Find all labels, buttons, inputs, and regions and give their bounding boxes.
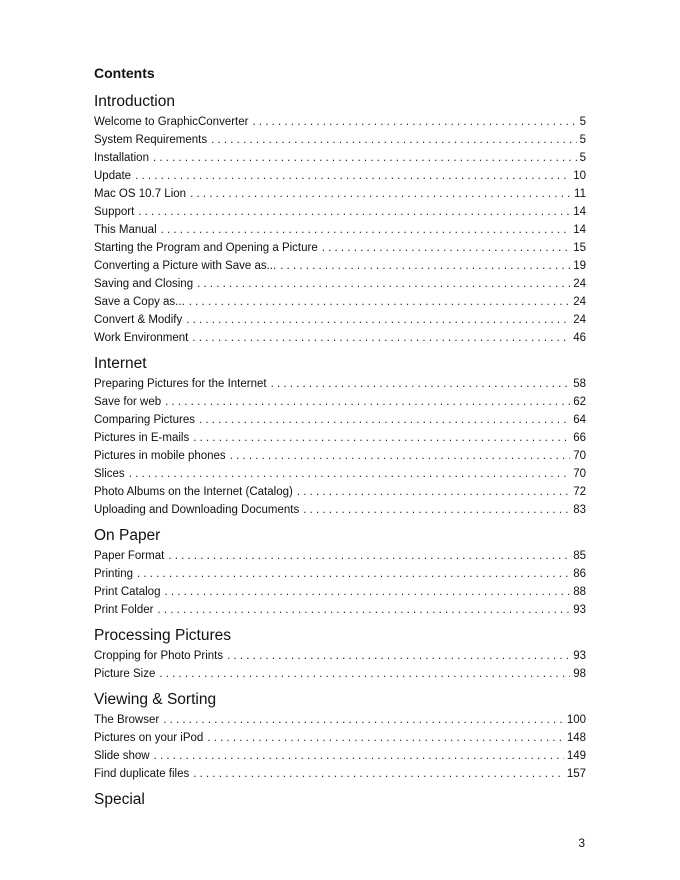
- toc-entry-page: 98: [573, 668, 586, 680]
- toc-entry-label: Converting a Picture with Save as...: [94, 260, 277, 272]
- toc-entry-page: 85: [573, 550, 586, 562]
- dot-leader: [138, 203, 570, 221]
- section-title: Internet: [94, 355, 147, 372]
- toc-entry[interactable]: [94, 565, 586, 583]
- toc-entry-page: 100: [566, 714, 586, 726]
- dot-leader: [197, 275, 570, 293]
- toc-entry-page: 83: [573, 504, 586, 516]
- dot-leader: [159, 665, 570, 683]
- dot-leader: [168, 547, 570, 565]
- toc-entry-label: Slide show: [94, 750, 150, 762]
- toc-entry-label: Mac OS 10.7 Lion: [94, 188, 187, 200]
- toc-entry-label: Starting the Program and Opening a Picture: [94, 242, 318, 254]
- toc-entry[interactable]: [94, 729, 586, 747]
- toc-entry-page: 64: [573, 414, 586, 426]
- toc-entry-label: Print Catalog: [94, 586, 161, 598]
- contents-title: Contents: [94, 65, 155, 81]
- toc-entry[interactable]: [94, 547, 586, 565]
- toc-section: [94, 354, 586, 519]
- toc-entry-label: Print Folder: [94, 604, 154, 616]
- toc-entry[interactable]: [94, 293, 586, 311]
- toc-entry-label: Cropping for Photo Prints: [94, 650, 224, 662]
- toc-entry-label: Update: [94, 170, 132, 182]
- toc-entry-label: Work Environment: [94, 332, 189, 344]
- toc-entry-label: This Manual: [94, 224, 157, 236]
- toc-entry[interactable]: [94, 149, 586, 167]
- toc-entry-page: 62: [573, 396, 586, 408]
- dot-leader: [193, 765, 564, 783]
- toc-entry-page: 15: [573, 242, 586, 254]
- toc-entry-page: 5: [579, 116, 586, 128]
- toc-entry-page: 11: [574, 188, 586, 200]
- toc-entry-page: 46: [573, 332, 586, 344]
- toc-entry[interactable]: [94, 113, 586, 131]
- section-title: Processing Pictures: [94, 627, 231, 644]
- toc-entry-page: 5: [579, 134, 586, 146]
- section-title: Special: [94, 791, 145, 808]
- dot-leader: [192, 329, 570, 347]
- toc-entry-page: 70: [573, 468, 586, 480]
- toc-entry[interactable]: [94, 203, 586, 221]
- dot-leader: [135, 167, 570, 185]
- toc-entry-label: Photo Albums on the Internet (Catalog): [94, 486, 293, 498]
- toc-entry-page: 5: [579, 152, 586, 164]
- toc-entry-label: Find duplicate files: [94, 768, 190, 780]
- dot-leader: [163, 711, 564, 729]
- toc-entry-page: 70: [573, 450, 586, 462]
- toc-entry[interactable]: [94, 311, 586, 329]
- dot-leader: [137, 565, 570, 583]
- toc-entry-page: 93: [573, 650, 586, 662]
- toc-entry-label: Printing: [94, 568, 133, 580]
- dot-leader: [322, 239, 570, 257]
- toc-entry-page: 24: [573, 314, 586, 326]
- toc-entry[interactable]: [94, 747, 586, 765]
- dot-leader: [211, 131, 576, 149]
- toc-entry-label: Convert & Modify: [94, 314, 183, 326]
- toc-entry-label: Slices: [94, 468, 125, 480]
- toc-section: [94, 626, 586, 683]
- toc-entry-page: 88: [573, 586, 586, 598]
- dot-leader: [153, 149, 577, 167]
- toc-entry[interactable]: [94, 239, 586, 257]
- toc-entry[interactable]: [94, 275, 586, 293]
- toc-entry-label: Preparing Pictures for the Internet: [94, 378, 267, 390]
- toc-entry-page: 58: [573, 378, 586, 390]
- dot-leader: [157, 601, 570, 619]
- toc-entry-label: Pictures in mobile phones: [94, 450, 226, 462]
- toc-entry-label: Installation: [94, 152, 149, 164]
- toc-entry[interactable]: [94, 411, 586, 429]
- toc-section: [94, 526, 586, 619]
- toc-entry-page: 14: [573, 224, 586, 236]
- toc-entry[interactable]: [94, 257, 586, 275]
- dot-leader: [207, 729, 564, 747]
- dot-leader: [280, 257, 570, 275]
- toc-entry[interactable]: [94, 375, 586, 393]
- toc-entry-page: 19: [573, 260, 586, 272]
- section-title: Viewing & Sorting: [94, 691, 217, 708]
- dot-leader: [190, 185, 571, 203]
- dot-leader: [227, 647, 570, 665]
- toc-entry[interactable]: [94, 429, 586, 447]
- toc-entry[interactable]: [94, 665, 586, 683]
- toc-entry[interactable]: [94, 167, 586, 185]
- toc-entry-label: Pictures on your iPod: [94, 732, 204, 744]
- dot-leader: [297, 483, 570, 501]
- toc-entry-label: Save for web: [94, 396, 162, 408]
- dot-leader: [164, 583, 570, 601]
- toc-entry[interactable]: [94, 583, 586, 601]
- toc-entry-label: System Requirements: [94, 134, 208, 146]
- dot-leader: [271, 375, 571, 393]
- toc-entry-label: Pictures in E-mails: [94, 432, 190, 444]
- toc-entry-label: The Browser: [94, 714, 160, 726]
- toc-entry[interactable]: [94, 765, 586, 783]
- toc-entry[interactable]: [94, 221, 586, 239]
- toc-entry[interactable]: [94, 329, 586, 347]
- toc-sections: [94, 92, 586, 810]
- toc-entry-page: 93: [573, 604, 586, 616]
- toc-entry-label: Comparing Pictures: [94, 414, 195, 426]
- toc-entry-label: Save a Copy as...: [94, 296, 185, 308]
- toc-entry[interactable]: [94, 501, 586, 519]
- toc-section: [94, 690, 586, 783]
- dot-leader: [303, 501, 570, 519]
- toc-entry-page: 148: [566, 732, 586, 744]
- toc-entry-page: 157: [566, 768, 586, 780]
- toc-entry-label: Welcome to GraphicConverter: [94, 116, 249, 128]
- toc-entry-page: 24: [573, 278, 586, 290]
- section-title: On Paper: [94, 527, 161, 544]
- toc-entry-label: Paper Format: [94, 550, 165, 562]
- dot-leader: [186, 311, 570, 329]
- toc-entry[interactable]: [94, 483, 586, 501]
- toc-entry[interactable]: [94, 393, 586, 411]
- dot-leader: [161, 221, 571, 239]
- toc-entry-page: 10: [573, 170, 586, 182]
- toc-entry-label: Support: [94, 206, 135, 218]
- toc-entry-label: Picture Size: [94, 668, 156, 680]
- table-of-contents: [94, 64, 586, 817]
- toc-entry[interactable]: [94, 447, 586, 465]
- dot-leader: [189, 293, 570, 311]
- toc-entry-label: Saving and Closing: [94, 278, 194, 290]
- toc-section: [94, 92, 586, 347]
- dot-leader: [252, 113, 576, 131]
- dot-leader: [199, 411, 570, 429]
- toc-entry-page: 14: [573, 206, 586, 218]
- toc-entry[interactable]: [94, 131, 586, 149]
- toc-section: [94, 790, 586, 810]
- toc-entry[interactable]: [94, 711, 586, 729]
- toc-entry-page: 86: [573, 568, 586, 580]
- toc-entry-page: 149: [566, 750, 586, 762]
- toc-entry-page: 66: [573, 432, 586, 444]
- section-title: Introduction: [94, 93, 175, 110]
- dot-leader: [165, 393, 570, 411]
- toc-entry-page: 72: [573, 486, 586, 498]
- dot-leader: [154, 747, 564, 765]
- toc-entry-label: Uploading and Downloading Documents: [94, 504, 300, 516]
- dot-leader: [193, 429, 570, 447]
- toc-entry[interactable]: [94, 647, 586, 665]
- toc-entry-page: 24: [573, 296, 586, 308]
- dot-leader: [230, 447, 571, 465]
- toc-entry[interactable]: [94, 185, 586, 203]
- toc-entry[interactable]: [94, 465, 586, 483]
- dot-leader: [129, 465, 571, 483]
- page-number: 3: [578, 836, 585, 850]
- toc-entry[interactable]: [94, 601, 586, 619]
